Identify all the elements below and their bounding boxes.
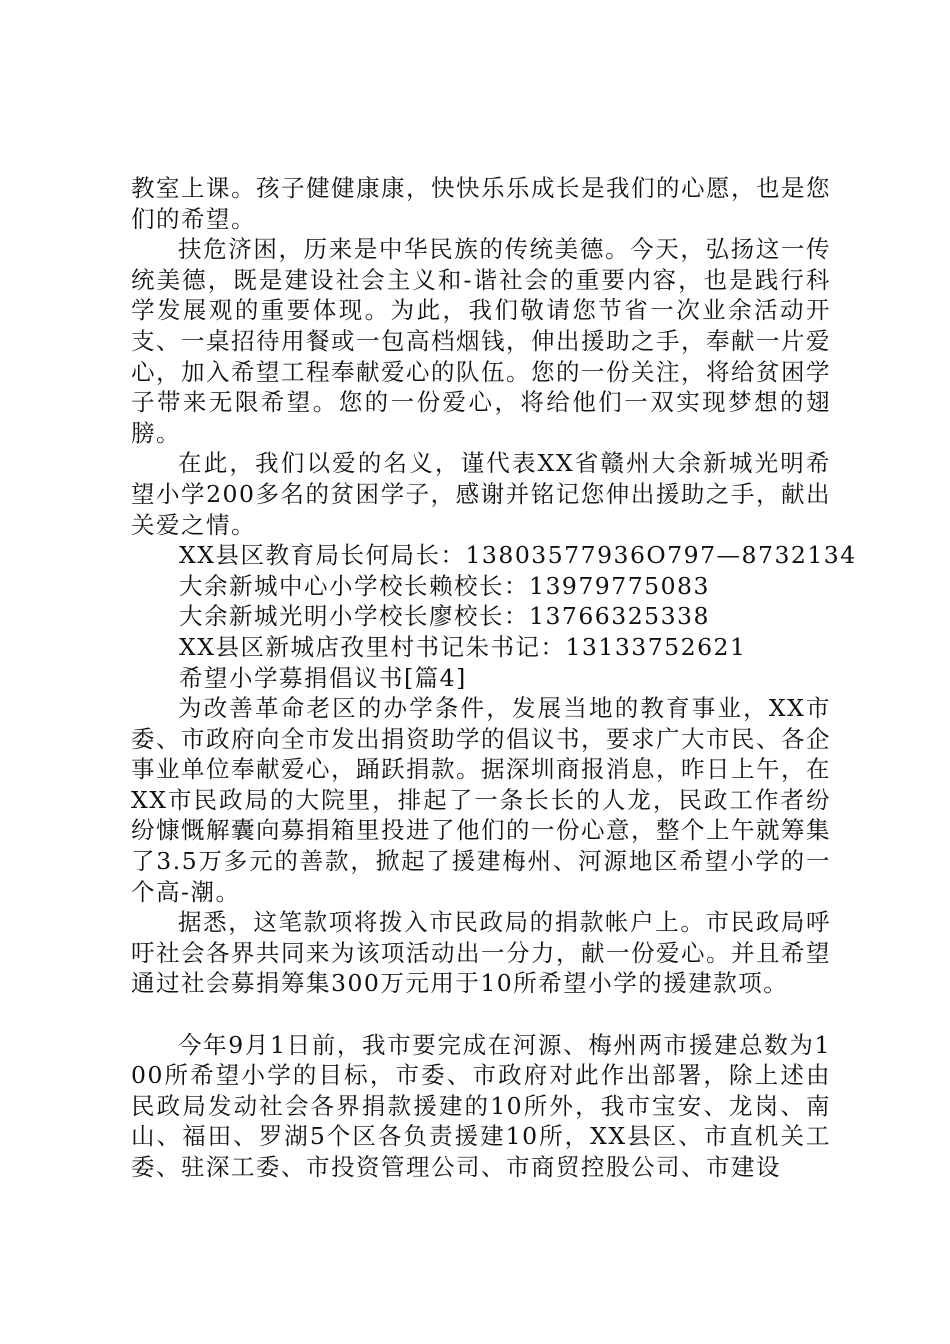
contact-line-2: 大余新城中心小学校长赖校长：13979775083 (179, 571, 710, 600)
section-heading: 希望小学募捐倡议书[篇4] (179, 663, 467, 692)
paragraph-fund-plan: 据悉，这笔款项将拨入市民政局的捐款帐户上。市民政局呼吁社会各界共同来为该项活动出一分力，献一份爱心。并且希望通过社会募捐筹集300万元用于10所希望小学的援建款项。 (131, 908, 831, 998)
contact-line-1: XX县区教育局长何局长：13803577936O797—8732134 (179, 541, 857, 570)
paragraph-charity-virtue: 扶危济困，历来是中华民族的传统美德。今天，弘扬这一传统美德，既是建设社会主义和-谐社会的重要内容，也是践行科学发展观的重要体现。为此，我们敬请您节省一次业余活动开支、一桌招待用餐或一包高档烟钱，伸出援助之手，奉献一片爱心，加入希望工程奉献爱心的队伍。您的一份关注，将给贫困学子带来无限希望。您的一份爱心，将给他们一双实现梦想的翅膀。 (131, 235, 831, 447)
paragraph-continuation: 教室上课。孩子健健康康，快快乐乐成长是我们的心愿，也是您们的希望。 (131, 174, 831, 233)
contact-line-4: XX县区新城店孜里村书记朱书记：13133752621 (179, 632, 747, 661)
paragraph-construction-target: 今年9月1日前，我市要完成在河源、梅州两市援建总数为100所希望小学的目标，市委、市政府对此作出部署，除上述由民政局发动社会各界捐款援建的10所外，我市宝安、龙岗、南山、福田、罗湖5个区各负责援建10所，XX县区、市直机关工委、驻深工委、市投资管理公司、市商贸控股公司、市建设 (131, 1030, 831, 1181)
contact-line-3: 大余新城光明小学校长廖校长：13766325338 (179, 602, 710, 631)
document-body (131, 173, 857, 1183)
paragraph-thanks: 在此，我们以爱的名义，谨代表XX省赣州大余新城光明希望小学200多名的贫困学子，感谢并铭记您伸出援助之手，献出关爱之情。 (131, 449, 831, 539)
paragraph-donation-drive: 为改善革命老区的办学条件，发展当地的教育事业，XX市委、市政府向全市发出捐资助学的倡议书，要求广大市民、各企事业单位奉献爱心，踊跃捐款。据深圳商报消息，昨日上午，在XX市民政局的大院里，排起了一条长长的人龙，民政工作者纷纷慷慨解囊向募捐箱里投进了他们的一份心意，整个上午就筹集了3.5万多元的善款，掀起了援建梅州、河源地区希望小学的一个高-潮。 (131, 694, 831, 906)
